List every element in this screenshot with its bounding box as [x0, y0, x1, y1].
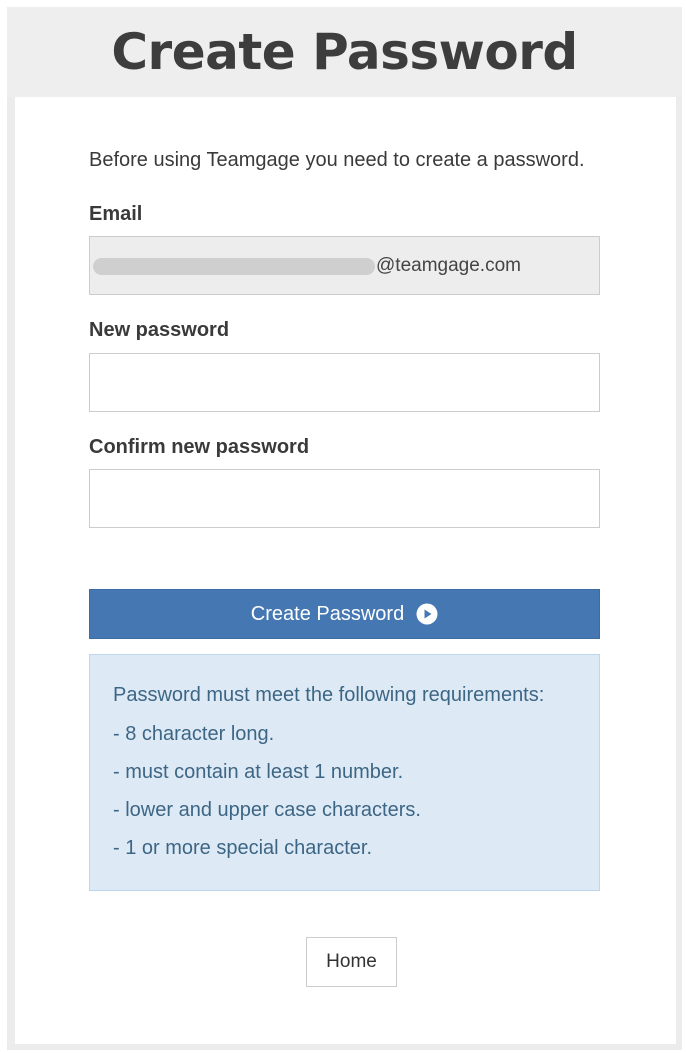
new-password-label: New password: [89, 319, 230, 341]
page-frame: [7, 7, 682, 1050]
play-circle-icon: [416, 603, 438, 625]
password-requirements-box: [89, 654, 600, 891]
page-title: Create Password: [111, 23, 578, 81]
home-button[interactable]: Home: [306, 937, 397, 987]
confirm-password-input[interactable]: [89, 469, 600, 528]
create-password-panel: [15, 97, 676, 1044]
requirement-item: - lower and upper case characters.: [113, 799, 421, 821]
email-field-wrapper: [89, 236, 600, 295]
requirements-list: [113, 720, 576, 862]
confirm-password-label: Confirm new password: [89, 436, 310, 458]
email-label: Email: [89, 203, 143, 225]
create-password-button[interactable]: [89, 589, 600, 639]
requirement-item: - 8 character long.: [113, 723, 275, 745]
requirement-item: - 1 or more special character.: [113, 837, 372, 859]
email-field[interactable]: [89, 236, 600, 295]
requirement-item: - must contain at least 1 number.: [113, 761, 404, 783]
create-password-button-label: Create Password: [250, 602, 405, 625]
new-password-input[interactable]: [89, 353, 600, 412]
intro-text: Before using Teamgage you need to create a password.: [89, 149, 585, 171]
page-header: [7, 7, 682, 97]
requirements-heading: Password must meet the following requirements:: [113, 684, 545, 706]
